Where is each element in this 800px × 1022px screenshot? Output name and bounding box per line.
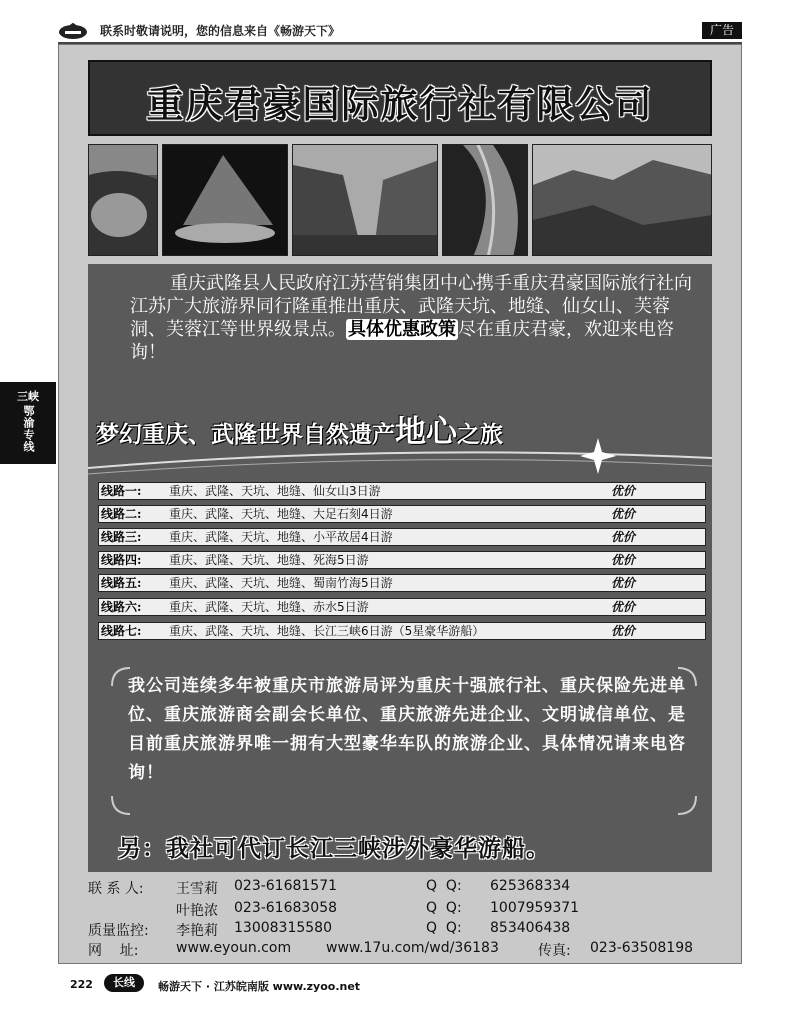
contact-person: 王雪莉 [176, 881, 218, 897]
fax-number: 023-63508198 [590, 940, 694, 956]
page-number: 222 [70, 978, 93, 991]
photo-crevice [442, 144, 528, 256]
route-label: 线路五: [101, 576, 142, 590]
route-price: 优价 [611, 600, 636, 614]
quality-person: 李艳莉 [176, 923, 218, 939]
route-row [98, 528, 706, 546]
contact-person: 叶艳浓 [176, 903, 218, 919]
intro-text-end: 尽在重庆君豪，欢迎来电咨询！ [130, 319, 674, 363]
photo-cave-light [162, 144, 288, 256]
route-row [98, 482, 706, 500]
magazine-logo-icon [58, 22, 88, 40]
ad-tag: 广告 [702, 22, 742, 39]
intro-highlight: 具体优惠政策 [348, 319, 456, 340]
website-link[interactable]: www.eyoun.com [176, 940, 292, 956]
qq-label: Q Q: [426, 900, 462, 916]
header-divider [58, 42, 742, 44]
qq-label: Q Q: [426, 878, 462, 894]
route-price: 优价 [611, 484, 636, 498]
route-label: 线路四: [101, 553, 142, 567]
route-label: 线路三: [101, 530, 142, 544]
route-row [98, 622, 706, 640]
route-row [98, 574, 706, 592]
honors-paragraph: 我公司连续多年被重庆市旅游局评为重庆十强旅行社、重庆保险先进单位、重庆旅游商会副会长单位、重庆旅游先进企业、文明诚信单位、是目前重庆旅游界唯一拥有大型豪华车队的旅游企业、具体情况请来电咨询！ [128, 676, 686, 783]
route-row [98, 598, 706, 616]
route-text: 重庆、武隆、天坑、地缝、仙女山3日游 [169, 484, 381, 498]
intro-text: 重庆武隆县人民政府江苏营销集团中心携手重庆君豪国际旅行社向江苏广大旅游界同行隆重推出重庆、武隆天坑、地缝、仙女山、芙蓉洞、芙蓉江等世界级景点。 [130, 273, 692, 340]
fax-label: 传真: [538, 943, 571, 959]
route-label: 线路六: [101, 600, 142, 614]
side-tab-line2: 鄂渝专线 [22, 405, 35, 453]
route-price: 优价 [611, 507, 636, 521]
slogan-part1: 梦幻重庆、武隆世界自然遗产 [96, 421, 395, 448]
slogan-part2: 之旅 [457, 421, 503, 448]
slogan-big2: 心 [426, 414, 457, 450]
footer-text: 畅游天下 · 江苏皖南版 www.zyoo.net [158, 980, 361, 993]
route-text: 重庆、武隆、天坑、地缝、长江三峡6日游（5星豪华游船） [169, 624, 485, 638]
company-name: 重庆君豪国际旅行社有限公司 [146, 82, 654, 126]
quality-phone: 13008315580 [234, 920, 332, 936]
qq-label: Q Q: [426, 920, 462, 936]
route-price: 优价 [611, 576, 636, 590]
footer-badge: 长线 [104, 974, 144, 992]
side-tab-line1: 三峡 [17, 390, 39, 403]
quality-label: 质量监控: [88, 923, 149, 939]
route-row [98, 551, 706, 569]
contact-phone: 023-61681571 [234, 878, 338, 894]
route-row [98, 505, 706, 523]
route-text: 重庆、武隆、天坑、地缝、小平故居4日游 [169, 530, 393, 544]
route-text: 重庆、武隆、天坑、地缝、大足石刻4日游 [169, 507, 393, 521]
route-label: 线路七: [101, 624, 142, 638]
slogan-big1: 地 [395, 414, 426, 450]
route-price: 优价 [611, 624, 636, 638]
website-link-2[interactable]: www.17u.com/wd/36183 [326, 940, 499, 956]
other-note: 另：我社可代订长江三峡涉外豪华游船。 [118, 836, 550, 862]
website-label: 网 址: [88, 943, 139, 959]
route-price: 优价 [611, 530, 636, 544]
route-text: 重庆、武隆、天坑、地缝、蜀南竹海5日游 [169, 576, 393, 590]
contact-label: 联 系 人: [88, 881, 144, 897]
section-side-tab [0, 382, 56, 464]
route-label: 线路二: [101, 507, 142, 521]
intro-paragraph [130, 272, 702, 364]
route-text: 重庆、武隆、天坑、地缝、死海5日游 [169, 553, 369, 567]
photo-mountains [532, 144, 712, 256]
qq-number: 625368334 [490, 878, 571, 894]
photo-canyon [292, 144, 438, 256]
contact-phone: 023-61683058 [234, 900, 338, 916]
qq-number: 853406438 [490, 920, 571, 936]
route-label: 线路一: [101, 484, 142, 498]
slogan [96, 406, 704, 451]
route-text: 重庆、武隆、天坑、地缝、赤水5日游 [169, 600, 369, 614]
photo-lake [88, 144, 158, 256]
qq-number: 1007959371 [490, 900, 580, 916]
header-note: 联系时敬请说明，您的信息来自《畅游天下》 [100, 24, 341, 38]
route-price: 优价 [611, 553, 636, 567]
